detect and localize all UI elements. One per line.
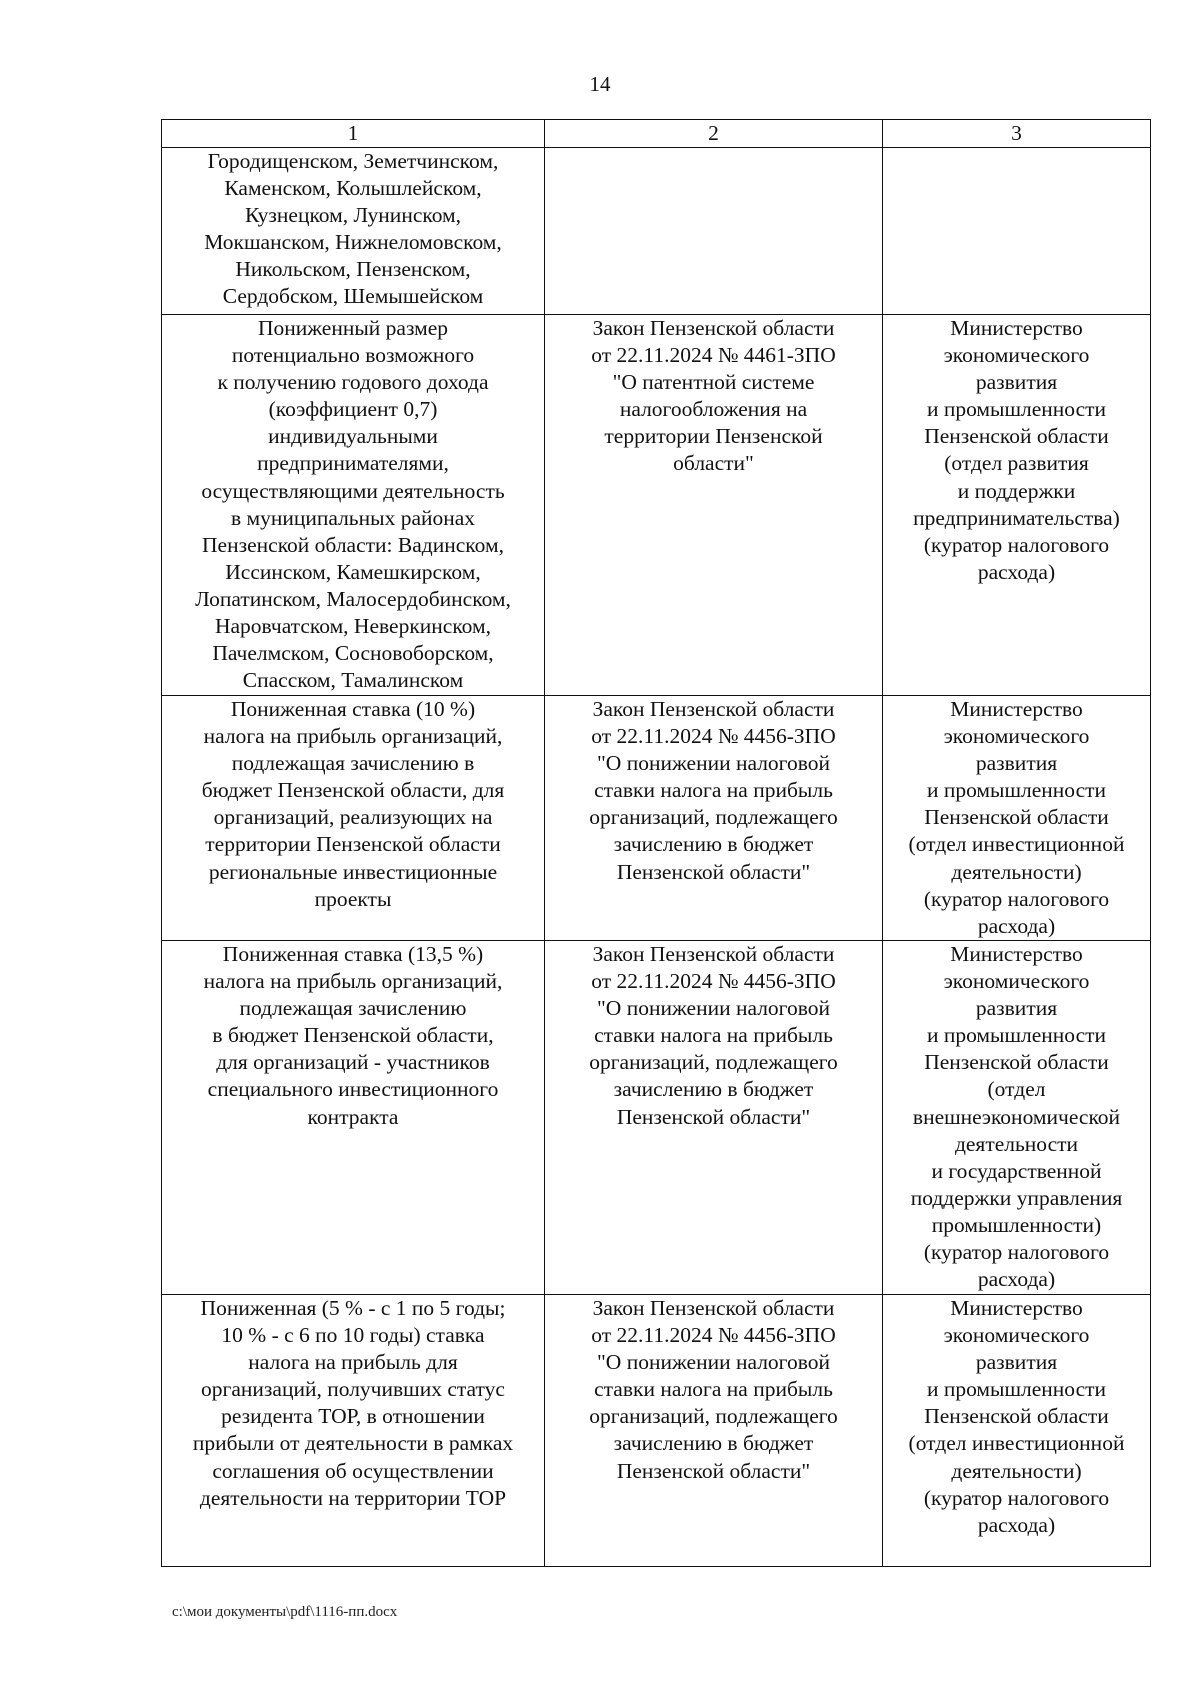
table-row bbox=[162, 1295, 1151, 1567]
cell-tax-expenditure-name: Городищенском, Земетчинском, Каменском, Колышлейском, Кузнецком, Лунинском, Мокшанском, Нижнеломовском, Никольском, Пензенском, Сердобском, Шемышейском bbox=[162, 148, 545, 315]
cell-curator: Министерство экономического развития и промышленности Пензенской области (отдел развития и поддержки предпринимательства) (куратор налогового расхода) bbox=[883, 315, 1151, 696]
table-header-row bbox=[162, 120, 1151, 148]
cell-curator: Министерство экономического развития и промышленности Пензенской области (отдел внешнеэкономической деятельности и государственной поддержки управления промышленности) (куратор налогового расхода) bbox=[883, 941, 1151, 1295]
cell-curator bbox=[883, 148, 1151, 315]
page-number: 14 bbox=[589, 72, 611, 96]
cell-legal-act: Закон Пензенской области от 22.11.2024 № 4456-ЗПО "О понижении налоговой ставки налога на прибыль организаций, подлежащего зачислению в бюджет Пензенской области" bbox=[545, 941, 883, 1295]
cell-legal-act: Закон Пензенской области от 22.11.2024 № 4456-ЗПО "О понижении налоговой ставки налога на прибыль организаций, подлежащего зачислению в бюджет Пензенской области" bbox=[545, 1295, 883, 1567]
table-row bbox=[162, 941, 1151, 1295]
cell-legal-act bbox=[545, 148, 883, 315]
cell-legal-act: Закон Пензенской области от 22.11.2024 № 4461-ЗПО "О патентной системе налогообложения на территории Пензенской области" bbox=[545, 315, 883, 696]
cell-curator: Министерство экономического развития и промышленности Пензенской области (отдел инвестиционной деятельности) (куратор налогового расхода) bbox=[883, 696, 1151, 941]
cell-curator: Министерство экономического развития и промышленности Пензенской области (отдел инвестиционной деятельности) (куратор налогового расхода) bbox=[883, 1295, 1151, 1567]
cell-tax-expenditure-name: Пониженная ставка (10 %) налога на прибыль организаций, подлежащая зачислению в бюджет Пензенской области, для организаций, реализующих на территории Пензенской области региональные инвестиционные проекты bbox=[162, 696, 545, 941]
table-row bbox=[162, 696, 1151, 941]
cell-legal-act: Закон Пензенской области от 22.11.2024 № 4456-ЗПО "О понижении налоговой ставки налога на прибыль организаций, подлежащего зачислению в бюджет Пензенской области" bbox=[545, 696, 883, 941]
footer-file-path: c:\мои документы\pdf\1116-пп.docx bbox=[172, 1604, 398, 1620]
cell-tax-expenditure-name: Пониженная (5 % - с 1 по 5 годы; 10 % - с 6 по 10 годы) ставка налога на прибыль для организаций, получивших статус резидента ТОР, в отношении прибыли от деятельности в рамках соглашения об осуществлении деятельности на территории ТОР bbox=[162, 1295, 545, 1567]
column-header-1: 1 bbox=[162, 120, 545, 148]
cell-tax-expenditure-name: Пониженная ставка (13,5 %) налога на прибыль организаций, подлежащая зачислению в бюджет Пензенской области, для организаций - участников специального инвестиционного контракта bbox=[162, 941, 545, 1295]
cell-tax-expenditure-name: Пониженный размер потенциально возможного к получению годового дохода (коэффициент 0,7) индивидуальными предпринимателями, осуществляющими деятельность в муниципальных районах Пензенской области: Вадинском, Иссинском, Камешкирском, Лопатинском, Малосердобинском, Наровчатском, Неверкинском, Пачелмском, Сосновоборском, Спасском, Тамалинском bbox=[162, 315, 545, 696]
tax-expenditure-table bbox=[161, 119, 1151, 1567]
column-header-2: 2 bbox=[545, 120, 883, 148]
table-row bbox=[162, 315, 1151, 696]
column-header-3: 3 bbox=[883, 120, 1151, 148]
table-row bbox=[162, 148, 1151, 315]
